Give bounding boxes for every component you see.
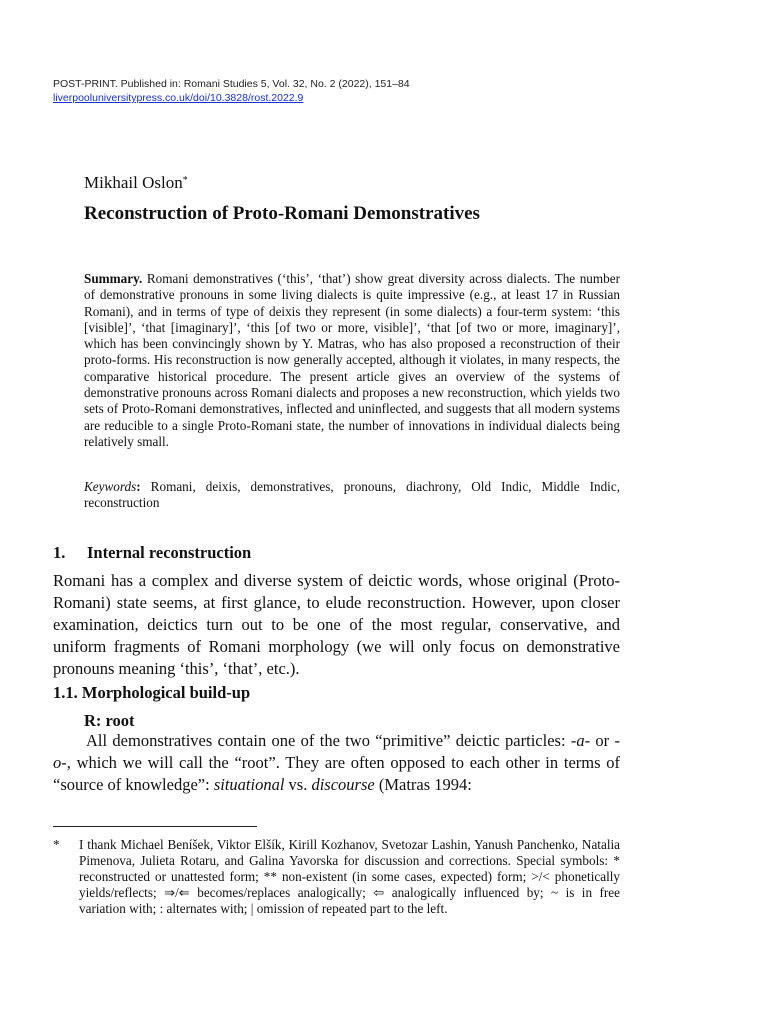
summary-text: Romani demonstratives (‘this’, ‘that’) show great diversity across dialects. The number of demonstrative pronouns in some living dialects is quite impressive (e.g., at least 17 in Russian Romani), and in terms of type of deixis they represent (in some dialects) a four-term system: ‘this [visible]’, ‘that [imaginary]’, ‘this [of two or more, visible]’, ‘that [of two or more, imaginary]’, which has been convincingly shown by Y. Matras, who has also proposed a reconstruction of their proto-forms. His reconstruction is now generally accepted, although it violates, in many respects, the comparative historical procedure. The present article gives an overview of the systems of demonstrative pronouns across Romani dialects and proposes a new reconstruction, which yields two sets of Proto-Romani demonstratives, inflected and uninflected, and suggests that all modern systems are reducible to a single Proto-Romani state, the number of innovations in individual dialects being relatively small. [84, 271, 620, 449]
body-paragraph-root [53, 730, 620, 796]
italic-particle-a: a [576, 731, 585, 750]
keywords-block [84, 479, 620, 512]
italic-particle-o: o [53, 753, 62, 772]
author-footnote-mark[interactable]: * [182, 175, 188, 186]
text-run: vs. [284, 775, 312, 794]
footnote [53, 837, 620, 917]
footnote-mark: * [53, 837, 60, 852]
publication-info: POST-PRINT. Published in: Romani Studies 5, Vol. 32, No. 2 (2022), 151–84 [53, 78, 410, 90]
text-run: All demonstratives contain one of the two “primitive” deictic particles: - [86, 731, 577, 750]
keywords-text: Romani, deixis, demonstratives, pronouns, diachrony, Old Indic, Middle Indic, reconstruction [84, 479, 620, 511]
section-title: Internal reconstruction [87, 543, 252, 562]
footnote-text: I thank Michael Beníšek, Viktor Elšík, Kirill Kozhanov, Svetozar Lashin, Yanush Panchenko, Natalia Pimenova, Julieta Rotaru, and Galina Yavorska for discussion and corrections. Special symbols: * reconstructed or unattested form; ** non-existent (in some cases, expected) form; >/< phonetically yields/reflects; ⇒/⇐ becomes/replaces analogically; ⇦ analogically influenced by; ~ is in free variation with; : alternates with; | omission of repeated part to the left. [79, 837, 620, 916]
subsection-heading: 1.1. Morphological build-up [53, 683, 251, 702]
keywords-label: Keywords [84, 479, 137, 494]
summary-label: Summary. [84, 271, 143, 286]
body-paragraph: Romani has a complex and diverse system of deictic words, whose original (Proto-Romani) state seems, at first glance, to elude reconstruction. However, upon closer examination, deictics turn out to be one of the most regular, conservative, and uniform fragments of Romani morphology (we will only focus on demonstrative pronouns meaning ‘this’, ‘that’, etc.). [53, 571, 620, 678]
footnote-separator [53, 826, 257, 827]
doi-link[interactable]: liverpooluniversitypress.co.uk/doi/10.3828/rost.2022.9 [53, 92, 304, 104]
summary-abstract [84, 271, 620, 450]
keywords-colon: : [136, 479, 141, 494]
section-number: 1. [53, 543, 66, 562]
author-name: Mikhail Oslon [84, 173, 183, 192]
text-run: - or - [584, 731, 620, 750]
publication-note [53, 77, 653, 105]
italic-term-situational: situational [213, 775, 285, 794]
text-run: (Matras 1994: [374, 775, 472, 794]
paper-title: Reconstruction of Proto-Romani Demonstratives [84, 203, 480, 224]
text-run: -, which we will call the “root”. They are often opposed to each other in terms of “source of knowledge”: [53, 753, 620, 794]
italic-term-discourse: discourse [311, 775, 375, 794]
subsubsection-heading: R: root [84, 711, 135, 730]
section-heading [53, 543, 251, 563]
author-line [84, 173, 188, 193]
